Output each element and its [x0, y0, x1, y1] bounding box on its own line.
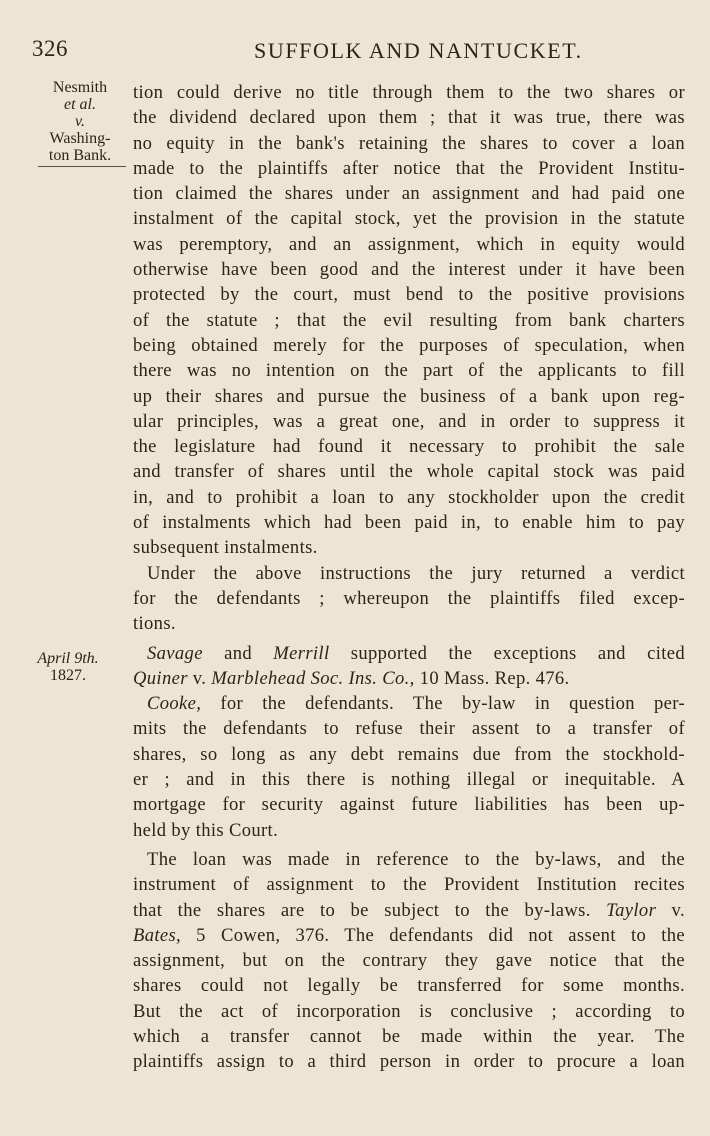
- counsel-name: Merrill: [273, 642, 330, 664]
- case-versus: v.: [75, 113, 85, 130]
- case-plaintiff: Nesmith: [52, 79, 108, 96]
- text-line: tions.: [133, 613, 176, 635]
- text-line: The loan was made in reference to the by-laws, and the: [147, 848, 685, 870]
- running-head: SUFFOLK AND NANTUCKET.: [254, 38, 583, 63]
- body-text: [133, 80, 685, 1075]
- counsel-name: Cooke,: [147, 693, 202, 715]
- case-et-al: et al.: [64, 96, 96, 113]
- date-day: April 9th.: [37, 650, 99, 667]
- text-line: for the defendants ; whereupon the plaintiffs filed excep-: [133, 587, 685, 609]
- text-line: tion claimed the shares under an assignment and had paid one: [133, 183, 685, 205]
- case-citation: Marblehead Soc. Ins. Co.,: [211, 667, 415, 689]
- text-line: up their shares and pursue the business of a bank upon reg-: [133, 385, 685, 407]
- text-line: ular principles, was a great one, and in order to suppress it: [133, 410, 685, 432]
- text-line: was peremptory, and an assignment, which in equity would: [133, 233, 685, 255]
- text-line: Cooke, for the defendants. The by-law in question per-: [147, 693, 685, 715]
- text-line: subsequent instalments.: [133, 537, 318, 559]
- text-line: of instalments which had been paid in, to enable him to pay: [133, 512, 685, 534]
- text-line: Bates, 5 Cowen, 376. The defendants did not assent to the: [133, 924, 685, 946]
- case-defendant-2: ton Bank.: [48, 147, 112, 164]
- text-line: that the shares are to be subject to the by-laws. Taylor v.: [133, 899, 685, 921]
- text-line: er ; and in this there is nothing illegal or inequitable. A: [133, 769, 685, 791]
- case-margin-note: [30, 79, 130, 167]
- case-citation: Taylor: [606, 899, 657, 921]
- paragraph-3: [133, 641, 685, 692]
- paragraph-2: [133, 561, 685, 637]
- text-line: assignment, but on the contrary they gave notice that the: [133, 950, 685, 972]
- text-line: in, and to prohibit a loan to any stockholder upon the credit: [133, 486, 685, 508]
- text-line: instalment of the capital stock, yet the provision in the statute: [133, 208, 685, 230]
- text-line: shares, so long as any debt remains due from the stockhold-: [133, 743, 685, 765]
- text-line: Quiner v. Marblehead Soc. Ins. Co., 10 Mass. Rep. 476.: [133, 667, 570, 689]
- text-line: of the statute ; that the evil resulting from bank charters: [133, 309, 685, 331]
- text-line: shares could not legally be transferred for some months.: [133, 975, 685, 997]
- paragraph-4: [133, 691, 685, 843]
- text-line: mits the defendants to refuse their assent to a transfer of: [133, 718, 685, 740]
- text-line: otherwise have been good and the interest under it have been: [133, 259, 685, 281]
- case-defendant-1: Washing-: [49, 130, 111, 147]
- text-line: mortgage for security against future liabilities has been up-: [133, 794, 685, 816]
- text-line: the dividend declared upon them ; that it was true, there was: [133, 107, 685, 129]
- text-line: which a transfer cannot be made within the year. The: [133, 1025, 685, 1047]
- text-line: instrument of assignment to the Provident Institution recites: [133, 874, 685, 896]
- text-line: being obtained merely for the purposes of speculation, when: [133, 334, 685, 356]
- text-line: Under the above instructions the jury returned a verdict: [147, 562, 685, 584]
- counsel-name: Savage: [147, 642, 203, 664]
- date-year: 1827.: [50, 667, 86, 684]
- text-line: made to the plaintiffs after notice that the Provident Institu-: [133, 157, 685, 179]
- text-line: held by this Court.: [133, 819, 279, 841]
- text-line: there was no intention on the part of the applicants to fill: [133, 360, 685, 382]
- text-line: tion could derive no title through them to the two shares or: [133, 82, 685, 103]
- text-line: But the act of incorporation is conclusive ; according to: [133, 1000, 685, 1022]
- date-margin-note: [22, 650, 114, 684]
- page-number: 326: [32, 36, 68, 61]
- paragraph-5: [133, 847, 685, 1075]
- case-citation: Quiner: [133, 667, 188, 689]
- text-line: and transfer of shares until the whole capital stock was paid: [133, 461, 685, 483]
- text-line: the legislature had found it necessary to prohibit the sale: [133, 436, 685, 458]
- text-line: plaintiffs assign to a third person in order to procure a loan: [133, 1051, 685, 1073]
- text-line: no equity in the bank's retaining the shares to cover a loan: [133, 132, 685, 154]
- case-citation: Bates,: [133, 924, 182, 946]
- text-line: protected by the court, must bend to the positive provisions: [133, 284, 685, 306]
- page-header: [32, 36, 682, 66]
- text-line: Savage and Merrill supported the exceptions and cited: [147, 642, 685, 664]
- paragraph-1: [133, 80, 685, 561]
- margin-rule: [38, 166, 126, 167]
